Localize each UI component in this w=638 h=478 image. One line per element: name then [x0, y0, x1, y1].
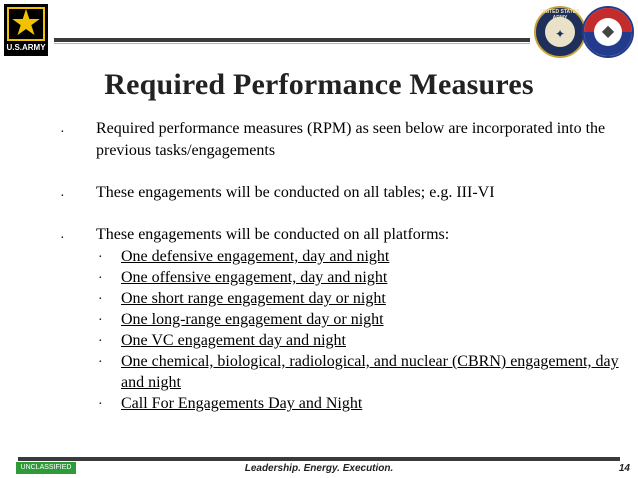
- bullet-item: · These engagements will be conducted on all tables; e.g. III-VI: [60, 184, 495, 204]
- bullet-text: These engagements will be conducted on all tables; e.g. III-VI: [96, 184, 495, 201]
- sub-bullet-item[interactable]: · One VC engagement day and night: [98, 332, 346, 349]
- sub-bullet-link[interactable]: One chemical, biological, radiological, and nuclear (CBRN) engagement, day and night: [121, 353, 619, 391]
- sub-bullet-item[interactable]: · One short range engagement day or night: [98, 290, 386, 307]
- seal-text: UNITED STATES: [540, 9, 580, 15]
- star-icon: ★: [7, 7, 45, 41]
- sub-bullet-item[interactable]: · One offensive engagement, day and night: [98, 269, 388, 286]
- army-seal-icon: UNITED STATES ✦: [534, 6, 586, 58]
- sub-bullet-item[interactable]: · Call For Engagements Day and Night: [98, 395, 363, 412]
- sub-bullet-link[interactable]: One short range engagement day or night: [121, 290, 386, 307]
- sub-bullet-item[interactable]: · One defensive engagement, day and night: [98, 248, 390, 265]
- footer-motto: Leadership. Energy. Execution.: [244, 463, 394, 474]
- sub-bullet-link[interactable]: Call For Engagements Day and Night: [121, 395, 363, 412]
- sub-bullet-link[interactable]: One offensive engagement, day and night: [121, 269, 388, 286]
- header-divider: [54, 38, 530, 42]
- sub-bullet-link[interactable]: One long-range engagement day or night: [121, 311, 384, 328]
- bullet-item: · These engagements will be conducted on all platforms:: [60, 226, 450, 246]
- sub-bullet-link[interactable]: One defensive engagement, day and night: [121, 248, 390, 265]
- page-number: 14: [618, 463, 630, 474]
- bullet-text: Required performance measures (RPM) as seen below are incorporated into the previous tasks/engagements: [96, 120, 606, 159]
- army-logo: [4, 4, 48, 56]
- bullet-item: · Required performance measures (RPM) as seen below are incorporated into the previous tasks/engagements: [60, 120, 606, 159]
- sub-bullet-item[interactable]: · One long-range engagement day or night: [98, 311, 384, 328]
- bullet-list: [60, 118, 620, 414]
- header-divider-accent: [54, 43, 530, 44]
- footer-divider: [18, 457, 620, 461]
- sub-bullet-link[interactable]: One VC engagement day and night: [121, 332, 346, 349]
- logo-text: U.S.ARMY: [6, 43, 46, 52]
- bullet-text: These engagements will be conducted on all platforms:: [96, 226, 450, 243]
- classification-badge: UNCLASSIFIED: [16, 462, 76, 474]
- eagle-emblem-icon: ◆: [582, 6, 634, 58]
- slide-title: Required Performance Measures: [104, 68, 534, 101]
- sub-bullet-item[interactable]: · One chemical, biological, radiological, and nuclear (CBRN) engagement, day and night: [98, 353, 619, 391]
